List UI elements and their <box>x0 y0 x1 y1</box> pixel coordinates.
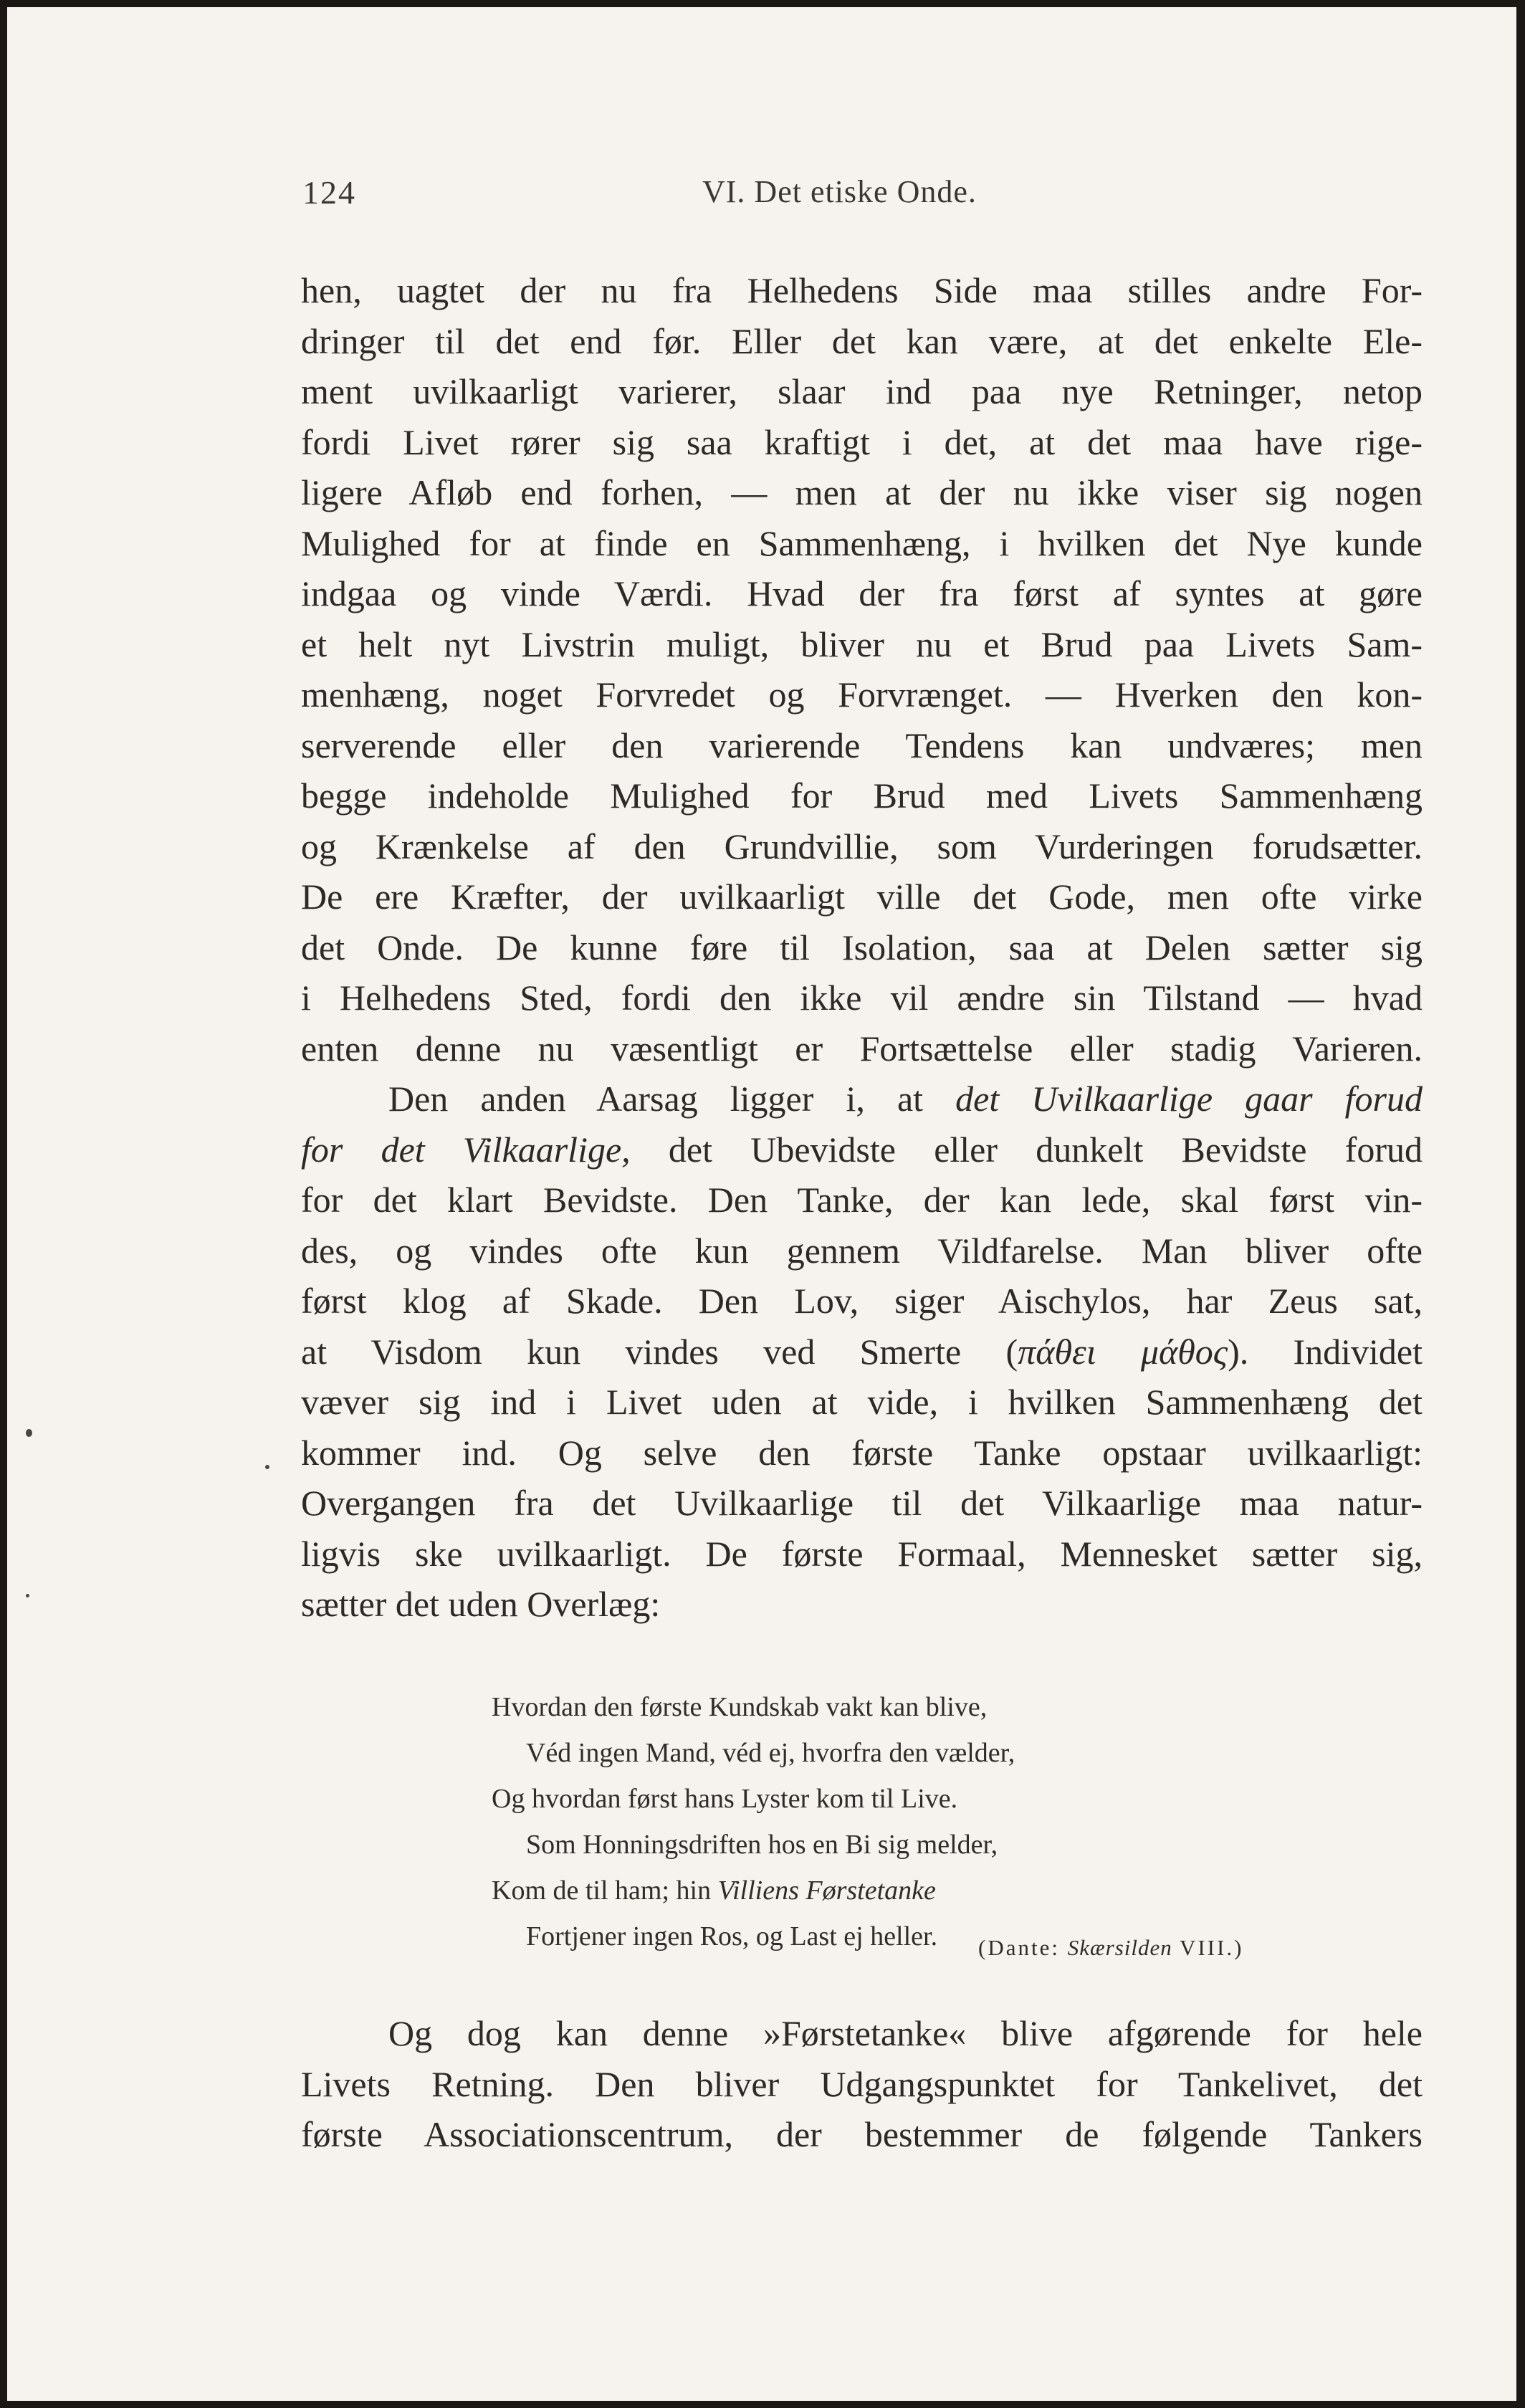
text-line: kommer ind. Og selve den første Tanke opstaar uvilkaarligt: <box>301 1432 1423 1473</box>
italic-phrase: det Uvilkaarlige gaar forud <box>955 1079 1423 1119</box>
text-line: De ere Kræfter, der uvilkaarligt ville det Gode, men ofte virke <box>301 876 1423 917</box>
text-run: det Ubevidste eller dunkelt Bevidste forud <box>630 1129 1423 1170</box>
text-line: enten denne nu væsentligt er Fortsættelse eller stadig Varieren. <box>301 1028 1423 1069</box>
poem-line: Og hvordan først hans Lyster kom til Live. <box>492 1784 958 1814</box>
text-line: et helt nyt Livstrin muligt, bliver nu et Brud paa Livets Sam- <box>301 624 1423 664</box>
greek-phrase: πάθει μάθος <box>1018 1331 1228 1372</box>
text-line: det Onde. De kunne føre til Isolation, saa at Delen sætter sig <box>301 927 1423 968</box>
text-line: for det klart Bevidste. Den Tanke, der kan lede, skal først vin- <box>301 1180 1423 1220</box>
ink-speck <box>26 1594 29 1597</box>
text-line <box>301 1074 1423 1124</box>
text-line: først klog af Skade. Den Lov, siger Aischylos, har Zeus sat, <box>301 1281 1423 1321</box>
closing-paragraph <box>301 2008 1423 2160</box>
book-page <box>7 7 1516 2401</box>
text-run: (Dante: <box>978 1935 1068 1960</box>
text-run: VIII.) <box>1172 1935 1244 1960</box>
text-line: dringer til det end før. Eller det kan være, at det enkelte Ele- <box>301 320 1423 361</box>
text-line: des, og vindes ofte kun gennem Vildfarelse. Man bliver ofte <box>301 1230 1423 1271</box>
italic-phrase: Skærsilden <box>1067 1935 1172 1960</box>
text-line: begge indeholde Mulighed for Brud med Livets Sammenhæng <box>301 775 1423 816</box>
text-line: første Associationscentrum, der bestemmer de følgende Tankers <box>301 2114 1423 2154</box>
italic-phrase: for det Vilkaarlige, <box>301 1129 631 1170</box>
ink-speck <box>265 1465 269 1469</box>
text-line: Mulighed for at finde en Sammenhæng, i hvilken det Nye kunde <box>301 522 1423 563</box>
text-line <box>301 1124 1423 1175</box>
text-line: menhæng, noget Forvredet og Forvrænget. — Hverken den kon- <box>301 674 1423 715</box>
text-line: fordi Livet rører sig saa kraftigt i det, at det maa have rige- <box>301 421 1423 462</box>
body-text <box>301 265 1423 1630</box>
text-run: at Visdom kun vindes ved Smerte ( <box>301 1331 1018 1372</box>
text-line: og Krænkelse af den Grundvillie, som Vurderingen forudsætter. <box>301 826 1423 866</box>
text-line: serverende eller den varierende Tendens kan undværes; men <box>301 725 1423 765</box>
text-line: Livets Retning. Den bliver Udgangspunktet for Tankelivet, det <box>301 2063 1423 2104</box>
text-run: Den anden Aarsag ligger i, at <box>388 1079 956 1119</box>
text-line: ligere Afløb end forhen, — men at der nu ikke viser sig nogen <box>301 472 1423 512</box>
text-run: Kom de til ham; hin <box>492 1876 718 1906</box>
poem-line <box>492 1868 1352 1914</box>
poem-line: Véd ingen Mand, véd ej, hvorfra den vælder, <box>526 1738 1015 1768</box>
text-line: indgaa og vinde Værdi. Hvad der fra først af syntes at gøre <box>301 573 1423 613</box>
poem-quotation <box>492 1684 1352 1959</box>
text-line: sætter det uden Overlæg: <box>301 1584 661 1624</box>
italic-phrase: Villiens Førstetanke <box>717 1876 936 1906</box>
text-line: ligvis ske uvilkaarligt. De første Formaal, Mennesket sætter sig, <box>301 1533 1423 1574</box>
poem-attribution <box>978 1935 1243 1961</box>
poem-line: Hvordan den første Kundskab vakt kan blive, <box>492 1692 988 1722</box>
text-line: Og dog kan denne »Førstetanke« blive afgørende for hele <box>388 2013 1423 2053</box>
text-run: ). Individet <box>1228 1331 1423 1372</box>
text-line: Overgangen fra det Uvilkaarlige til det Vilkaarlige maa natur- <box>301 1483 1423 1523</box>
running-head: VI. Det etiske Onde. <box>702 174 977 209</box>
poem-line: Som Honningsdriften hos en Bi sig melder, <box>526 1830 998 1860</box>
ink-speck <box>26 1429 32 1437</box>
page-number: 124 <box>302 174 356 211</box>
poem-line: Fortjener ingen Ros, og Last ej heller. <box>526 1921 938 1951</box>
page-header <box>301 173 1419 231</box>
text-line: i Helhedens Sted, fordi den ikke vil ændre sin Tilstand — hvad <box>301 978 1423 1018</box>
text-line: hen, uagtet der nu fra Helhedens Side maa stilles andre For- <box>301 270 1423 310</box>
text-line <box>301 1327 1423 1377</box>
text-line: ment uvilkaarligt varierer, slaar ind paa nye Retninger, netop <box>301 371 1423 411</box>
text-line: væver sig ind i Livet uden at vide, i hvilken Sammenhæng det <box>301 1382 1423 1422</box>
